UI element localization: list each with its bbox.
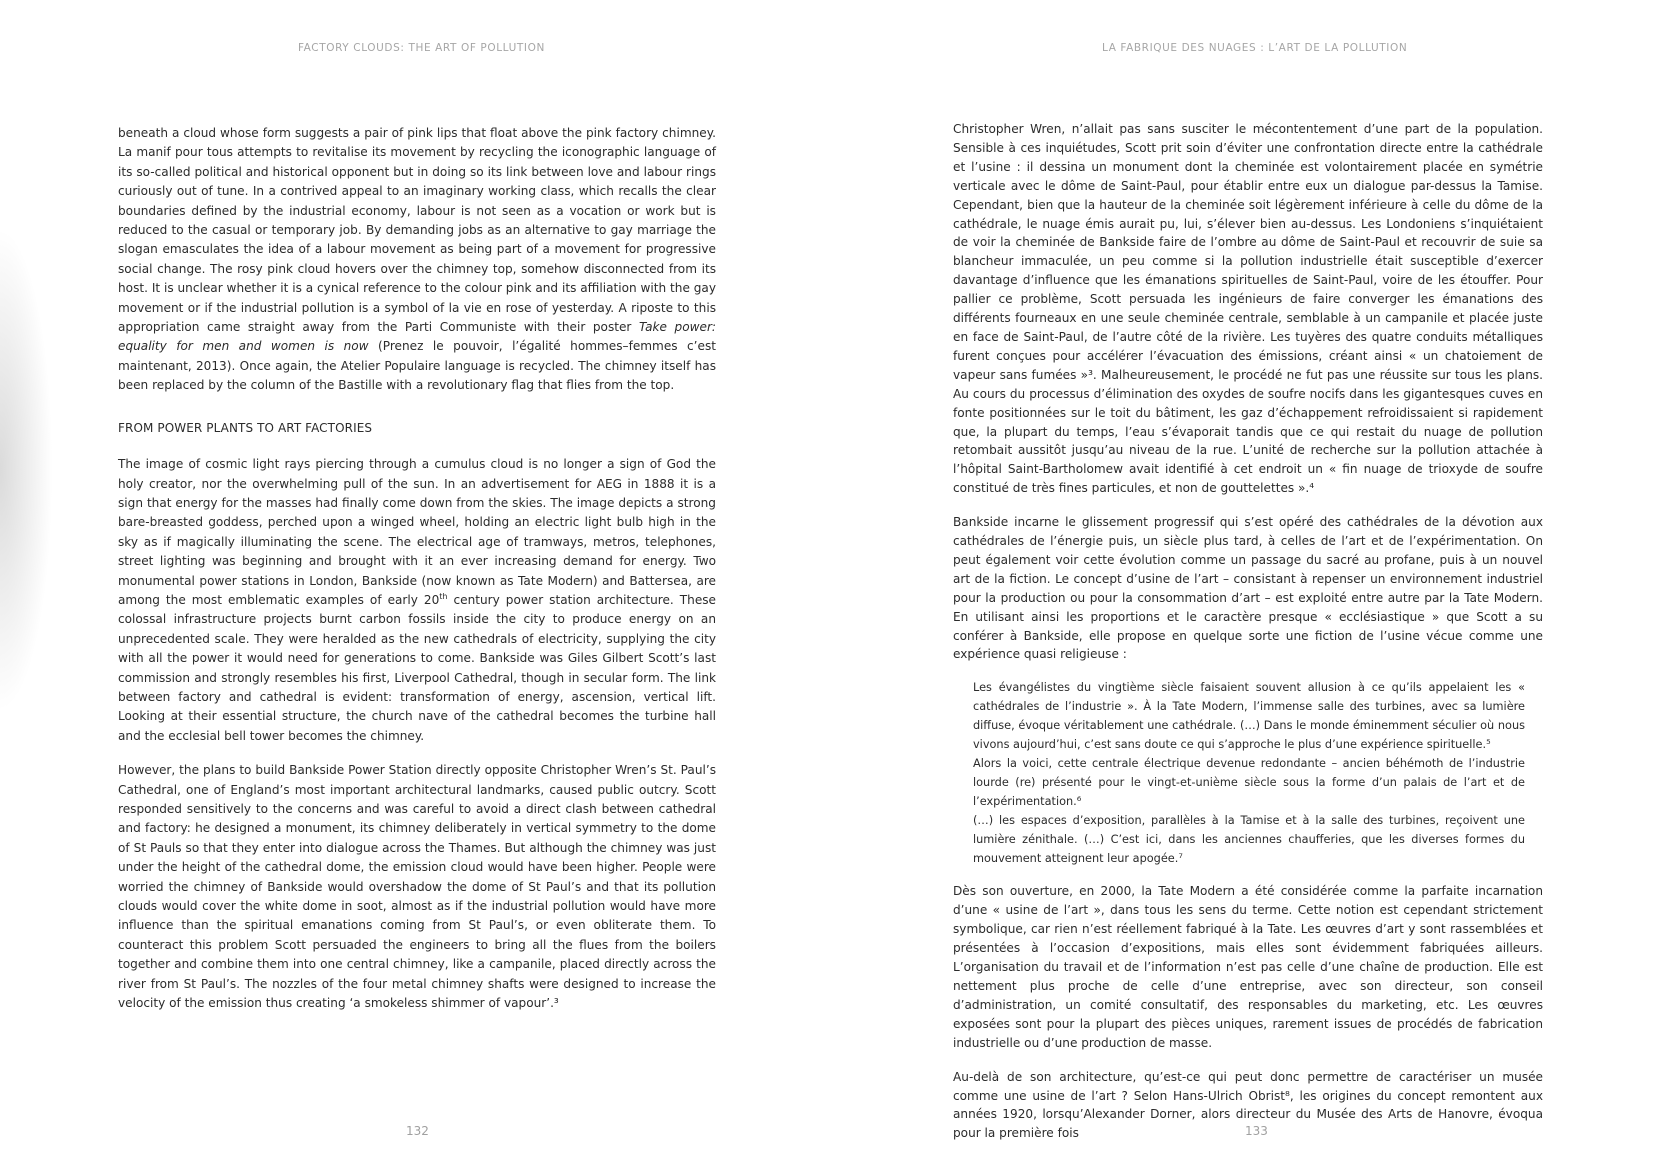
quote-paragraph: (…) les espaces d’exposition, parallèles à la Tamise et à la salle des turbines, reçoivent une lumière zénithale. (…) C’est ici, dans les anciennes chaufferies, que les diverses formes du mouvement atteignent leur apogée.⁷ [973,813,1525,865]
paragraph: beneath a cloud whose form suggests a pair of pink lips that float above the pink factory chimney. La manif pour tous attempts to revitalise its movement by recycling the iconographic language of its so-called political and historical opponent but in doing so its link between love and labour rings curiously out of tune. In a contrived appeal to an imaginary working class, which recalls the clear boundaries defined by the industrial economy, labour is not seen as a vocation or work but is reduced to the casual or temporary job. By demanding jobs as an alternative to gay marriage the slogan emasculates the idea of a labour movement as being part of a movement for progressive social change. The rosy pink cloud hovers over the chimney top, somehow disconnected from its host. It is unclear whether it is a cynical reference to the colour pink and its affiliation with the gay movement or if the industrial pollution is a symbol of la vie en rose of yesterday. A riposte to this appropriation came straight away from the Parti Communiste with their poster Take power: equality for men and women is now (Prenez le pouvoir, l’égalité hommes–femmes c’est maintenant, 2013). Once again, the Atelier Populaire language is recycled. The chimney itself has been replaced by the column of the Bastille with a revolutionary flag that flies from the top. [118,126,716,393]
poster-title: Take power: equality for men and women is now [118,320,716,354]
body-text [118,124,716,1028]
running-head: LA FABRIQUE DES NUAGES : L’ART DE LA POLLUTION [1102,42,1408,54]
paragraph: Au-delà de son architecture, qu’est-ce qui peut donc permettre de caractériser un musée comme une usine de l’art ? Selon Hans-Ulrich Obrist⁸, les origines du concept remontent aux années 1920, lorsqu’Alexander Dorner, alors directeur du Musée des Arts de Hanovre, évoqua pour la première fois [953,1069,1543,1141]
quote-paragraph: Alors la voici, cette centrale électrique devenue redondante – ancien béhémoth de l’industrie lourde (re) présenté pour le vingt-et-unième siècle sous la forme d’un palais de l’art et de l’expérimentation.⁶ [973,757,1525,808]
section-heading: FROM POWER PLANTS TO ART FACTORIES [118,420,373,435]
right-page [827,0,1654,1170]
page-number: 133 [1245,1124,1268,1138]
paragraph: However, the plans to build Bankside Power Station directly opposite Christopher Wren’s St. Paul’s Cathedral, one of England’s most important architectural landmarks, caused public outcry. Scott responded sensitively to the concerns and was careful to avoid a direct clash between cathedral and factory: he designed a monument, its chimney deliberately in vertical symmetry to the dome of St Pauls so that they enter into dialogue across the Thames. But although the chimney was just under the height of the cathedral dome, the emission cloud would have been higher. People were worried the chimney of Bankside would overshadow the dome of St Paul’s and that its pollution clouds would cover the white dome in soot, almost as if the industrial pollution would have more influence than the spiritual emanations coming from St Paul’s, or even obliterate them. To counteract this problem Scott persuaded the engineers to bring all the flues from the boilers together and combine them into one central chimney, like a campanile, placed directly across the river from St Paul’s. The nozzles of the four metal chimney shafts were designed to increase the velocity of the emission thus creating ‘a smokeless shimmer of vapour’.³ [118,763,716,1011]
quote-paragraph: Les évangélistes du vingtième siècle faisaient souvent allusion à ce qu’ils appelaient les « cathédrales de l’industrie ». À la Tate Modern, l’immense salle des turbines, avec sa lumière diffuse, évoque véritablement une cathédrale. (…) Dans le monde éminemment séculier où nous vivons aujourd’hui, c’est sans doute ce qui s’approche le plus d’une expérience spirituelle.⁵ [973,681,1525,752]
superscript: th [439,591,448,601]
paragraph: Bankside incarne le glissement progressif qui s’est opéré des cathédrales de la dévotion aux cathédrales de l’énergie puis, un siècle plus tard, à celles de l’art et de l’expérimentation. On peut également voir cette évolution comme un passage du sacré au profane, puis à un nouvel art de la fiction. Le concept d’usine de l’art – consistant à repenser un environnement industriel pour la production ou pour la consommation d’art – est exploité entre autre par la Tate Modern. En utilisant ainsi les proportions et le caractère presque « ecclésiastique » que Scott a su conférer à Bankside, elle propose en quelque sorte une fiction de l’usine vécue comme une expérience quasi religieuse : [953,515,1543,662]
page-number: 132 [406,1124,429,1138]
block-quote [973,679,1525,868]
running-head: FACTORY CLOUDS: THE ART OF POLLUTION [298,42,545,54]
paragraph: The image of cosmic light rays piercing through a cumulus cloud is no longer a sign of God the holy creator, nor the overwhelming pull of the sun. In an advertisement for AEG in 1888 it is a sign that energy for the masses had finally come down from the skies. The image depicts a strong bare-breasted goddess, perched upon a winged wheel, holding an electric light bulb high in the sky as if magically illuminating the scene. The electrical age of tramways, metros, telephones, street lighting was beginning and brought with it an ever increasing demand for energy. Two monumental power stations in London, Bankside (now known as Tate Modern) and Battersea, are among the most emblematic examples of early 20th century power station architecture. These colossal infrastructure projects burnt carbon fossils inside the city to produce energy on an unprecedented scale. They were heralded as the new cathedrals of electricity, supplying the city with all the power it would need for generations to come. Bankside was Giles Gilbert Scott’s last commission and strongly resembles his first, Liverpool Cathedral, though in secular form. The link between factory and cathedral is evident: transformation of energy, ascension, vertical lift. Looking at their essential structure, the church nave of the cathedral becomes the turbine hall and the ecclesial bell tower becomes the chimney. [118,457,716,743]
paragraph: Christopher Wren, n’allait pas sans susciter le mécontentement d’une part de la population. Sensible à ces inquiétudes, Scott prit soin d’éviter une confrontation directe entre la cathédrale et l’usine : il dessina un monument dont la cheminée est volontairement placée en symétrie verticale avec le dôme de Saint-Paul, pour établir entre eux un dialogue par-dessus la Tamise. Cependant, bien que la hauteur de la cheminée soit légèrement inférieure à celle du dôme de la cathédrale, le nuage émis aurait pu, lui, s’élever bien au-dessus. Les Londoniens s’inquiétaient de voir la cheminée de Bankside faire de l’ombre au dôme de Saint-Paul et recouvrir de suie sa blancheur immaculée, un peu comme si la pollution industrielle était susceptible d’exercer davantage d’influence que les émanations spirituelles de Saint-Paul, voire de les étouffer. Pour pallier ce problème, Scott persuada les ingénieurs de faire converger les émanations des différents fourneaux en une seule cheminée centrale, semblable à un campanile et placée juste en face de Saint-Paul, de l’autre côté de la rivière. Les tuyères des quatre conduits métalliques furent conçues pour accélérer l’évacuation des émissions, créant ainsi « un chatoiement de vapeur sans fumées »³. Malheureusement, le procédé ne fut pas une réussite sur tous les plans. Au cours du processus d’élimination des oxydes de soufre nocifs dans les gigantesques cuves en fonte positionnées sur le toit du bâtiment, les gaz d’échappement refroidissaient si rapidement que, la plupart du temps, l’eau s’évaporait tandis que ce qui restait du nuage de pollution retombait aussitôt jusqu’au niveau de la rue. L’unité de recherche sur la pollution attachée à l’hôpital Saint-Bartholomew avait identifié à cet endroit un « fin nuage de trioxyde de soufre constitué de très fines particules, et non de gouttelettes ».⁴ [953,122,1543,496]
body-text [953,120,1543,1158]
paragraph: Dès son ouverture, en 2000, la Tate Modern a été considérée comme la parfaite incarnation d’une « usine de l’art », dans tous les sens du terme. Cette notion est cependant strictement symbolique, car rien n’est réellement fabriqué à la Tate. Les œuvres d’art y sont rassemblées et présentées à l’occasion d’expositions, mais elles sont évidemment fabriquées ailleurs. L’organisation du travail et de l’information n’est pas celle d’une chaîne de production. Elle est nettement plus proche de celle d’une entreprise, avec son directeur, son conseil d’administration, un comité consultatif, des responsables du marketing, etc. Les œuvres exposées sont pour la plupart des pièces uniques, rarement issues de procédés de fabrication industrielle ou d’une production de masse. [953,884,1543,1050]
